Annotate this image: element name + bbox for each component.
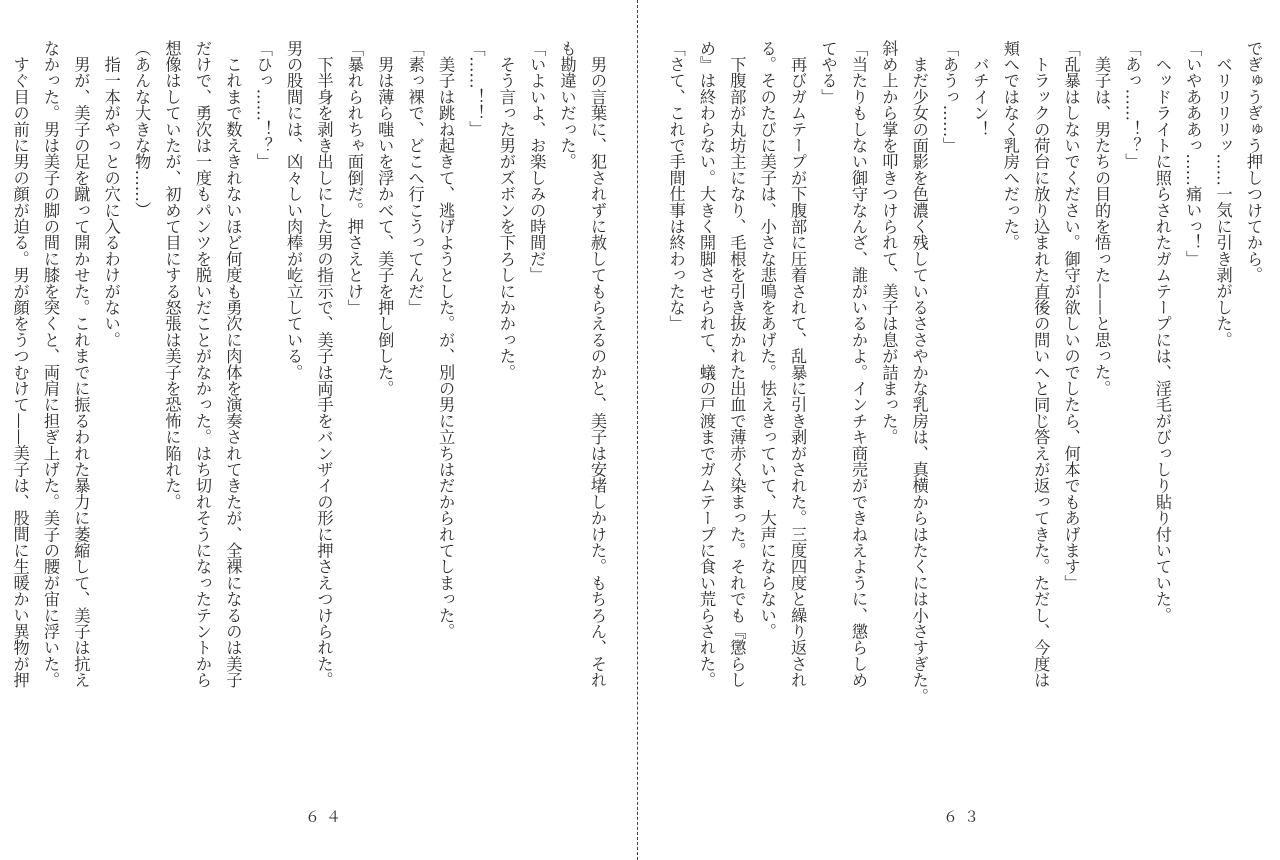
left-page-text [4,40,612,720]
text-line: そう言った男がズボンを下ろしにかかった。 [496,40,516,381]
text-line: これまで数えきれないほど何度も勇次に肉体を演奏されてきたが、全裸になるのは美子 [223,40,243,688]
text-line: 想像はしていたが、初めて目にする怒張は美子を恐怖に陥れた。 [162,40,182,510]
page-number-left: ６４ [305,808,348,826]
text-line: すぐ目の前に男の顔が迫る。男が顔をうつむけて——美子は、股間に生暖かい異物が押 [10,40,30,688]
text-line: 男の言葉に、犯されずに赦してもらえるのかと、美子は安堵しかけた。もちろん、それ [588,40,607,688]
text-line: （あんな大きな物……） [132,40,152,219]
right-page [640,0,1280,860]
page-gutter-divider [637,0,638,860]
text-line: トラックの荷台に放り込まれた直後の問いへと同じ答えが返ってきた。ただし、今度は [1031,40,1051,688]
text-line: 美子は、男たちの目的を悟った——と思った。 [1092,40,1112,397]
text-line: 「あうっ……」 [940,40,960,154]
text-line: 下腹部が丸坊主になり、毛根を引き抜かれた出血で薄赤く染まった。それでも『懲らし [727,40,747,688]
text-line: 「当たりもしない御守なんざ、誰がいるかよ。インチキ商売ができねえように、懲らしめ [848,40,868,688]
text-line: 再びガムテープが下腹部に圧着されて、乱暴に引き剥がされた。三度四度と繰り返され [788,40,808,688]
text-line: 美子は跳ね起きて、逃げようとした。が、別の男に立ちはだかられてしまった。 [436,40,456,640]
text-line: ヘッドライトに照らされたガムテープには、淫毛がびっしり貼り付いていた。 [1152,40,1172,624]
text-line: 男の股間には、凶々しい肉棒が屹立している。 [284,40,304,381]
text-line: め』は終わらない。大きく開脚させられて、蟻の戸渡までガムテープに食い荒らされた。 [696,40,716,688]
text-line: 「暴れられちゃ面倒だ。押さえとけ」 [344,40,364,316]
text-line: まだ少女の面影を色濃く残しているささやかな乳房は、真横からはたくには小さすぎた。 [909,40,929,705]
text-line: なかった。男は美子の脚の間に膝を突くと、両肩に担ぎ上げた。美子の腰が宙に浮いた。 [40,40,60,688]
right-page-text [660,40,1268,720]
page-number-right: ６３ [943,808,986,826]
text-line: 「乱暴はしないでください。御守が欲しいのでしたら、何本でもあげます」 [1061,40,1081,591]
text-line: る。そのたびに美子は、小さな悲鳴をあげた。怯えきっていて、大声にならない。 [757,40,777,640]
text-line: も勘違いだった。 [557,40,577,170]
text-line: 指一本がやっとの穴に入るわけがない。 [101,40,121,348]
text-line: 「……！！」 [466,40,486,138]
text-line: ベリリリリッ……一気に引き剥がした。 [1213,40,1233,348]
text-line: 「あっ……！？」 [1122,40,1142,170]
text-line: 「さて、これで手間仕事は終わったな」 [666,40,686,332]
text-line: 「いやあああっ……痛いっ！」 [1183,40,1203,267]
text-line: 「いよいよ、お楽しみの時間だ」 [527,40,547,283]
text-line: 「素っ裸で、どこへ行こうってんだ」 [405,40,425,316]
text-line: 下半身を剥き出しにした男の指示で、美子は両手をバンザイの形に押さえつけられた。 [314,40,334,688]
text-line: 頬へではなく乳房へだった。 [1000,40,1020,251]
text-line: 男は薄ら嗤いを浮かべて、美子を押し倒した。 [375,40,395,397]
text-line: バチイン！ [970,40,990,138]
text-line: 「ひっ……！？」 [253,40,273,170]
text-line: だけで、勇次は一度もパンツを脱いだことがなかった。はち切れそうになったテントから [192,40,212,688]
text-line: でぎゅうぎゅう押しつけてから。 [1244,40,1263,283]
text-line: 斜め上から掌を叩きつけられて、美子は息が詰まった。 [879,40,899,445]
text-line: てやる」 [818,40,838,105]
text-line: 男が、美子の足を蹴って開かせた。これまでに振るわれた暴力に萎縮して、美子は抗え [71,40,91,688]
